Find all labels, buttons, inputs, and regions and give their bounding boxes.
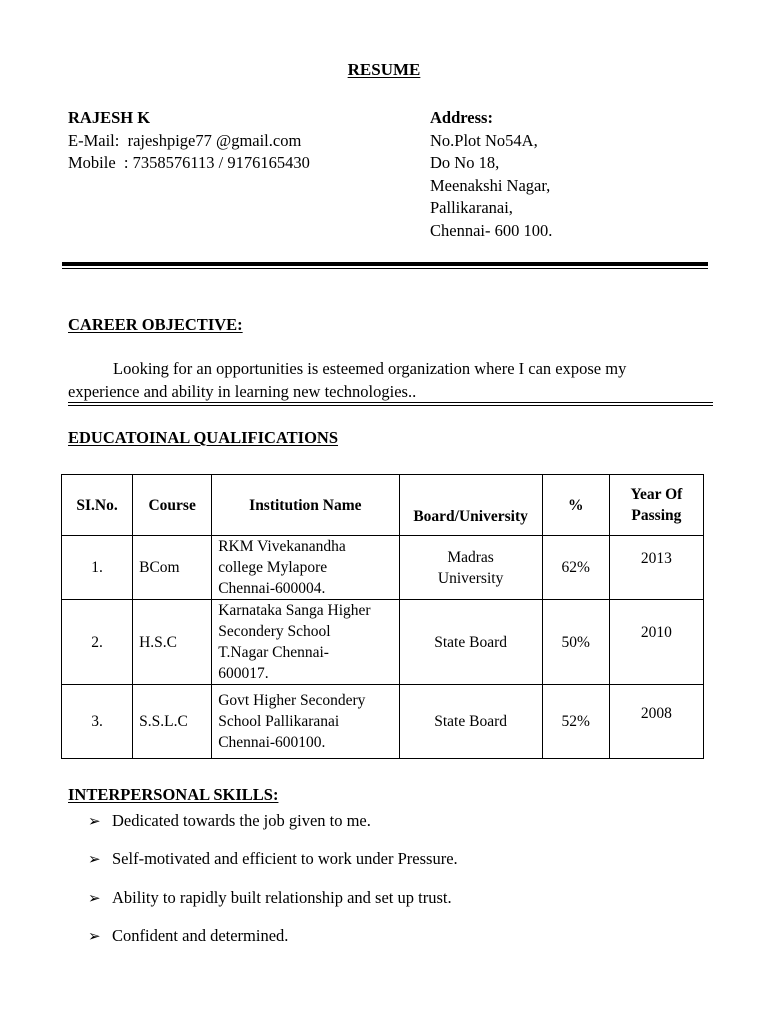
address-line: Do No 18,	[430, 153, 500, 172]
address-block	[430, 107, 552, 242]
header-board: Board/University	[399, 475, 542, 536]
career-text-line: Looking for an opportunities is esteemed organization where I can expose my	[113, 359, 627, 378]
skills-heading: INTERPERSONAL SKILLS:	[68, 785, 279, 804]
career-divider-2	[68, 405, 713, 406]
cell-year: 2013	[609, 536, 703, 600]
cell-course: S.S.L.C	[133, 685, 212, 759]
arrow-bullet-icon: ➢	[88, 812, 101, 830]
cell-percent: 52%	[542, 685, 609, 759]
cell-institution	[212, 600, 399, 685]
mobile-line: Mobile : 7358576113 / 9176165430	[68, 153, 310, 172]
cell-year: 2010	[609, 600, 703, 685]
career-objective-heading: CAREER OBJECTIVE:	[68, 315, 243, 334]
institution-line: Govt Higher Secondery	[218, 692, 366, 709]
cell-institution	[212, 685, 399, 759]
email-line: E-Mail: rajeshpige77 @gmail.com	[68, 130, 302, 150]
address-line: Meenakshi Nagar,	[430, 175, 551, 195]
board-line: Madras	[447, 548, 494, 566]
table-row	[62, 536, 704, 600]
cell-year: 2008	[609, 685, 703, 759]
cell-board	[399, 536, 542, 600]
list-item	[88, 848, 458, 886]
arrow-bullet-icon: ➢	[88, 926, 101, 945]
cell-course: H.S.C	[133, 600, 212, 685]
cell-sino: 3.	[62, 685, 133, 759]
career-objective-text	[68, 358, 708, 403]
table-header-row	[62, 475, 704, 536]
arrow-bullet-icon: ➢	[88, 850, 101, 869]
board-line: University	[437, 569, 504, 587]
skill-text: Dedicated towards the job given to me.	[112, 811, 371, 830]
address-line: Chennai- 600 100.	[430, 220, 553, 240]
cell-course: BCom	[133, 536, 212, 600]
table-row	[62, 685, 704, 759]
cell-sino: 1.	[62, 536, 133, 600]
list-item	[88, 810, 458, 848]
institution-line: Secondery School	[218, 623, 331, 640]
header-year-line: Year Of	[630, 486, 683, 503]
list-item	[88, 887, 458, 925]
table-row	[62, 600, 704, 685]
header-divider-thick	[62, 262, 708, 266]
career-divider-1	[68, 402, 713, 403]
header-institution: Institution Name	[212, 475, 399, 536]
institution-line: Chennai-600004.	[218, 580, 326, 597]
arrow-bullet-icon: ➢	[88, 888, 101, 907]
resume-title: RESUME	[347, 60, 421, 79]
skills-list	[88, 810, 458, 963]
board-line: State Board	[434, 633, 507, 651]
cell-percent: 62%	[542, 536, 609, 600]
address-heading: Address:	[430, 108, 493, 127]
cell-sino: 2.	[62, 600, 133, 685]
institution-line: School Pallikaranai	[218, 713, 340, 730]
skill-text: Confident and determined.	[112, 925, 289, 945]
header-year-line: Passing	[631, 507, 682, 524]
header-sino: SI.No.	[62, 475, 133, 536]
institution-line: 600017.	[218, 665, 269, 682]
header-percent: %	[542, 475, 609, 536]
institution-line: Karnataka Sanga Higher	[218, 602, 371, 619]
cell-percent: 50%	[542, 600, 609, 685]
skill-text: Self-motivated and efficient to work under Pressure.	[112, 849, 458, 869]
address-line: No.Plot No54A,	[430, 130, 538, 150]
candidate-name: RAJESH K	[68, 108, 151, 127]
education-heading: EDUCATOINAL QUALIFICATIONS	[68, 428, 339, 447]
board-line: State Board	[434, 713, 507, 730]
career-text-line: experience and ability in learning new technologies..	[68, 381, 417, 401]
contact-block	[68, 107, 310, 175]
cell-board	[399, 685, 542, 759]
header-year	[609, 475, 703, 536]
education-table	[61, 474, 704, 759]
address-line: Pallikaranai,	[430, 198, 513, 217]
institution-line: RKM Vivekanandha	[218, 538, 346, 555]
cell-board	[399, 600, 542, 685]
list-item	[88, 925, 458, 963]
header-course: Course	[133, 475, 212, 536]
cell-institution	[212, 536, 399, 600]
institution-line: college Mylapore	[218, 559, 328, 576]
skill-text: Ability to rapidly built relationship and set up trust.	[112, 887, 452, 907]
institution-line: Chennai-600100.	[218, 734, 326, 751]
header-divider-thin	[62, 268, 708, 269]
institution-line: T.Nagar Chennai-	[218, 644, 329, 661]
